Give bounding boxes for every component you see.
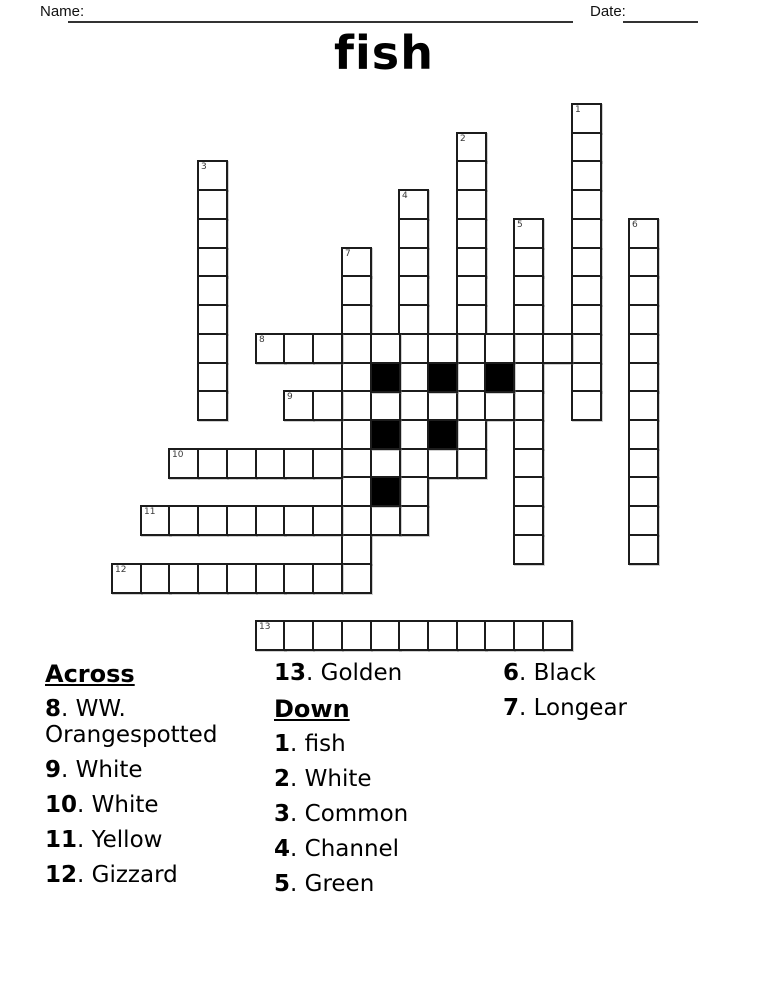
- grid-cell[interactable]: [513, 304, 544, 335]
- grid-cell[interactable]: [542, 620, 573, 651]
- grid-cell[interactable]: [628, 362, 659, 393]
- grid-cell[interactable]: [628, 390, 659, 421]
- grid-cell[interactable]: [341, 448, 372, 479]
- grid-cell[interactable]: [370, 448, 401, 479]
- clue-column-across: [45, 660, 261, 897]
- grid-cell[interactable]: [341, 620, 372, 651]
- grid-cell[interactable]: [571, 275, 602, 306]
- cell-number: 4: [402, 191, 408, 201]
- grid-cell[interactable]: [168, 563, 199, 594]
- clue-3: 3. Common: [274, 801, 409, 827]
- grid-cell[interactable]: [283, 390, 314, 421]
- grid-cell[interactable]: [197, 505, 228, 536]
- grid-cell[interactable]: [628, 275, 659, 306]
- grid-cell[interactable]: [255, 505, 286, 536]
- grid-cell[interactable]: [197, 563, 228, 594]
- grid-cell[interactable]: [513, 534, 544, 565]
- grid-cell[interactable]: [628, 304, 659, 335]
- grid-cell[interactable]: [456, 304, 487, 335]
- grid-cell[interactable]: [197, 390, 228, 421]
- grid-cell[interactable]: [197, 333, 228, 364]
- grid-cell[interactable]: [341, 476, 372, 507]
- grid-cell[interactable]: [628, 476, 659, 507]
- clue-column-right: [503, 660, 723, 730]
- grid-cell[interactable]: [341, 304, 372, 335]
- grid-cell[interactable]: [513, 247, 544, 278]
- grid-cell[interactable]: [312, 448, 343, 479]
- grid-cell[interactable]: [398, 333, 429, 364]
- grid-cell[interactable]: [513, 275, 544, 306]
- crossword-grid: [111, 103, 661, 653]
- clue-column-middle: [274, 660, 494, 906]
- cell-number: 11: [144, 507, 156, 517]
- cell-number: 12: [115, 565, 127, 575]
- clue-2: 2. White: [274, 766, 372, 792]
- grid-cell[interactable]: [140, 563, 171, 594]
- grid-cell[interactable]: [427, 448, 458, 479]
- grid-cell[interactable]: [456, 160, 487, 191]
- cell-number: 3: [201, 162, 207, 172]
- name-fill-line: [68, 3, 573, 23]
- grid-cell[interactable]: [341, 247, 372, 278]
- grid-cell-black: [370, 419, 401, 450]
- grid-cell[interactable]: [168, 448, 199, 479]
- clue-8: 8. WW. Orangespotted: [45, 696, 218, 748]
- grid-cell[interactable]: [513, 620, 544, 651]
- grid-cell[interactable]: [341, 390, 372, 421]
- grid-cell[interactable]: [571, 189, 602, 220]
- grid-cell[interactable]: [370, 390, 401, 421]
- grid-cell[interactable]: [456, 132, 487, 163]
- grid-cell[interactable]: [456, 620, 487, 651]
- clue-11: 11. Yellow: [45, 827, 163, 853]
- grid-cell[interactable]: [398, 505, 429, 536]
- grid-cell[interactable]: [456, 218, 487, 249]
- clue-13: 13. Golden: [274, 660, 403, 686]
- grid-cell-black: [370, 476, 401, 507]
- grid-cell[interactable]: [283, 333, 314, 364]
- grid-cell[interactable]: [571, 362, 602, 393]
- clue-5: 5. Green: [274, 871, 375, 897]
- grid-cell[interactable]: [398, 275, 429, 306]
- clue-10: 10. White: [45, 792, 159, 818]
- grid-cell[interactable]: [398, 304, 429, 335]
- cell-number: 5: [517, 220, 523, 230]
- grid-cell[interactable]: [398, 362, 429, 393]
- grid-cell[interactable]: [255, 620, 286, 651]
- grid-cell[interactable]: [341, 275, 372, 306]
- grid-cell[interactable]: [427, 620, 458, 651]
- grid-cell[interactable]: [197, 218, 228, 249]
- clue-12: 12. Gizzard: [45, 862, 178, 888]
- grid-cell[interactable]: [456, 275, 487, 306]
- grid-cell[interactable]: [341, 419, 372, 450]
- grid-cell[interactable]: [571, 333, 602, 364]
- grid-cell[interactable]: [571, 218, 602, 249]
- grid-cell[interactable]: [398, 189, 429, 220]
- grid-cell[interactable]: [255, 563, 286, 594]
- grid-cell[interactable]: [513, 448, 544, 479]
- grid-cell[interactable]: [341, 505, 372, 536]
- grid-cell[interactable]: [628, 333, 659, 364]
- cell-number: 2: [460, 134, 466, 144]
- grid-cell[interactable]: [456, 362, 487, 393]
- grid-cell[interactable]: [628, 247, 659, 278]
- grid-cell[interactable]: [628, 448, 659, 479]
- grid-cell[interactable]: [370, 505, 401, 536]
- grid-cell[interactable]: [168, 505, 199, 536]
- grid-cell[interactable]: [398, 419, 429, 450]
- clue-6: 6. Black: [503, 660, 596, 686]
- clue-1: 1. fish: [274, 731, 346, 757]
- grid-cell[interactable]: [456, 390, 487, 421]
- grid-cell[interactable]: [370, 620, 401, 651]
- grid-cell[interactable]: [398, 218, 429, 249]
- grid-cell-black: [427, 362, 458, 393]
- grid-cell[interactable]: [197, 448, 228, 479]
- grid-cell[interactable]: [513, 476, 544, 507]
- grid-cell[interactable]: [456, 189, 487, 220]
- grid-cell[interactable]: [456, 448, 487, 479]
- grid-cell[interactable]: [571, 132, 602, 163]
- grid-cell[interactable]: [283, 505, 314, 536]
- grid-cell[interactable]: [628, 505, 659, 536]
- grid-cell[interactable]: [398, 476, 429, 507]
- grid-cell[interactable]: [456, 247, 487, 278]
- cell-number: 8: [259, 335, 265, 345]
- grid-cell-black: [427, 419, 458, 450]
- cell-number: 6: [632, 220, 638, 230]
- grid-cell[interactable]: [283, 563, 314, 594]
- grid-cell-black: [484, 362, 515, 393]
- grid-cell[interactable]: [111, 563, 142, 594]
- cell-number: 7: [345, 249, 351, 259]
- date-fill-line: [623, 3, 698, 23]
- grid-cell[interactable]: [571, 304, 602, 335]
- grid-cell-black: [370, 362, 401, 393]
- clues-heading-across: Across: [45, 660, 135, 688]
- grid-cell[interactable]: [341, 362, 372, 393]
- grid-cell[interactable]: [341, 333, 372, 364]
- grid-cell[interactable]: [398, 390, 429, 421]
- grid-cell[interactable]: [484, 333, 515, 364]
- cell-number: 13: [259, 622, 271, 632]
- grid-cell[interactable]: [312, 390, 343, 421]
- grid-cell[interactable]: [312, 620, 343, 651]
- grid-cell[interactable]: [283, 620, 314, 651]
- grid-cell[interactable]: [370, 333, 401, 364]
- grid-cell[interactable]: [571, 103, 602, 134]
- grid-cell[interactable]: [398, 448, 429, 479]
- grid-cell[interactable]: [341, 563, 372, 594]
- grid-cell[interactable]: [197, 362, 228, 393]
- grid-cell[interactable]: [513, 419, 544, 450]
- grid-cell[interactable]: [255, 333, 286, 364]
- grid-cell[interactable]: [197, 304, 228, 335]
- grid-cell[interactable]: [312, 563, 343, 594]
- grid-cell[interactable]: [197, 189, 228, 220]
- cell-number: 1: [575, 105, 581, 115]
- grid-cell[interactable]: [628, 218, 659, 249]
- grid-cell[interactable]: [197, 160, 228, 191]
- grid-cell[interactable]: [226, 448, 257, 479]
- page-title: fish: [334, 26, 434, 80]
- grid-cell[interactable]: [513, 390, 544, 421]
- grid-cell[interactable]: [542, 333, 573, 364]
- clue-9: 9. White: [45, 757, 143, 783]
- grid-cell[interactable]: [484, 620, 515, 651]
- grid-cell[interactable]: [513, 362, 544, 393]
- grid-cell[interactable]: [226, 505, 257, 536]
- grid-cell[interactable]: [513, 218, 544, 249]
- clue-4: 4. Channel: [274, 836, 400, 862]
- grid-cell[interactable]: [456, 419, 487, 450]
- grid-cell[interactable]: [140, 505, 171, 536]
- grid-cell[interactable]: [628, 419, 659, 450]
- grid-cell[interactable]: [571, 160, 602, 191]
- grid-cell[interactable]: [571, 390, 602, 421]
- grid-cell[interactable]: [341, 534, 372, 565]
- grid-cell[interactable]: [571, 247, 602, 278]
- grid-cell[interactable]: [312, 333, 343, 364]
- grid-cell[interactable]: [255, 448, 286, 479]
- grid-cell[interactable]: [456, 333, 487, 364]
- grid-cell[interactable]: [427, 333, 458, 364]
- grid-cell[interactable]: [312, 505, 343, 536]
- grid-cell[interactable]: [628, 534, 659, 565]
- cell-number: 9: [287, 392, 293, 402]
- grid-cell[interactable]: [398, 247, 429, 278]
- grid-cell[interactable]: [197, 247, 228, 278]
- clue-7: 7. Longear: [503, 695, 627, 721]
- grid-cell[interactable]: [513, 333, 544, 364]
- grid-cell[interactable]: [484, 390, 515, 421]
- date-label: Date:: [590, 3, 626, 20]
- clues-heading-down: Down: [274, 695, 350, 723]
- grid-cell[interactable]: [398, 620, 429, 651]
- grid-cell[interactable]: [226, 563, 257, 594]
- grid-cell[interactable]: [427, 390, 458, 421]
- name-label: Name:: [40, 3, 85, 20]
- grid-cell[interactable]: [283, 448, 314, 479]
- grid-cell[interactable]: [513, 505, 544, 536]
- grid-cell[interactable]: [197, 275, 228, 306]
- cell-number: 10: [172, 450, 184, 460]
